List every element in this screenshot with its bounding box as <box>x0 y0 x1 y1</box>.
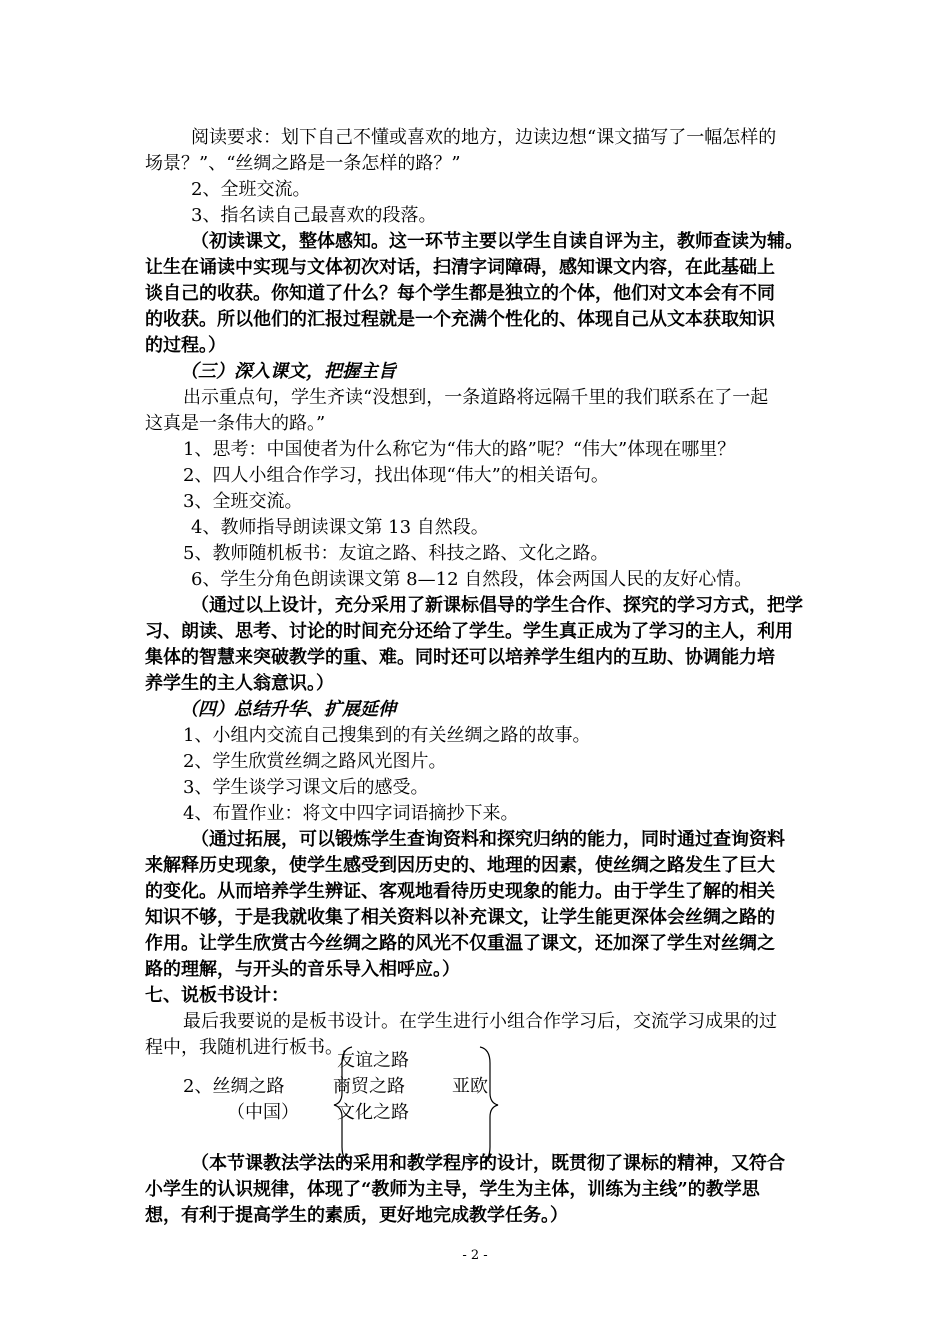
list-item: 6、学生分角色朗读课文第 8—12 自然段，体会两国人民的友好心情。 <box>191 569 753 590</box>
list-item: 5、教师随机板书：友谊之路、科技之路、文化之路。 <box>183 543 609 564</box>
list-item: 2、学生欣赏丝绸之路风光图片。 <box>183 751 447 772</box>
board-item-friendship: 友谊之路 <box>337 1050 409 1071</box>
right-brace-icon <box>474 1045 504 1165</box>
commentary-line: 集体的智慧来突破教学的重、难。同时还可以培养学生组内的互助、协调能力培 <box>145 647 775 668</box>
board-right-label: 亚欧 <box>452 1076 488 1097</box>
paragraph-line: 最后我要说的是板书设计。在学生进行小组合作学习后，交流学习成果的过 <box>183 1011 777 1032</box>
section-heading: 七、说板书设计： <box>145 985 289 1006</box>
commentary-line: 让生在诵读中实现与文体初次对话，扫清字词障碍，感知课文内容，在此基础上 <box>145 257 775 278</box>
closing-line: （本节课教法学法的采用和教学程序的设计，既贯彻了课标的精神，又符合 <box>191 1153 785 1174</box>
board-subtitle: （中国） <box>227 1102 299 1123</box>
list-item: 2、四人小组合作学习，找出体现“伟大”的相关语句。 <box>183 465 609 486</box>
commentary-line: 作用。让学生欣赏古今丝绸之路的风光不仅重温了课文，还加深了学生对丝绸之 <box>145 933 775 954</box>
commentary-line: （通过拓展，可以锻炼学生查询资料和探究归纳的能力，同时通过查询资料 <box>191 829 785 850</box>
list-item: 2、全班交流。 <box>191 179 311 200</box>
board-item-culture: 文化之路 <box>337 1102 409 1123</box>
list-item: 1、思考：中国使者为什么称它为“伟大的路”呢？“伟大”体现在哪里？ <box>183 439 736 460</box>
commentary-line: （通过以上设计，充分采用了新课标倡导的学生合作、探究的学习方式，把学 <box>191 595 803 616</box>
list-item: 1、小组内交流自己搜集到的有关丝绸之路的故事。 <box>183 725 591 746</box>
commentary-line: 来解释历史现象，使学生感受到因历史的、地理的因素，使丝绸之路发生了巨大 <box>145 855 775 876</box>
commentary-line: 的收获。所以他们的汇报过程就是一个充满个性化的、体现自己从文本获取知识 <box>145 309 775 330</box>
paragraph-line: 阅读要求：划下自己不懂或喜欢的地方，边读边想“课文描写了一幅怎样的 <box>191 127 777 148</box>
paragraph-line: 这真是一条伟大的路。” <box>145 413 326 434</box>
commentary-line: 谈自己的收获。你知道了什么？每个学生都是独立的个体，他们对文本会有不同 <box>145 283 775 304</box>
commentary-line: 路的理解，与开头的音乐导入相呼应。） <box>145 959 460 980</box>
board-item-trade: 商贸之路 <box>333 1076 405 1097</box>
commentary-line: 的变化。从而培养学生辨证、客观地看待历史现象的能力。由于学生了解的相关 <box>145 881 775 902</box>
paragraph-line: 出示重点句，学生齐读“没想到，一条道路将远隔千里的我们联系在了一起 <box>183 387 769 408</box>
board-title: 2、丝绸之路 <box>183 1076 285 1097</box>
list-item: 4、布置作业：将文中四字词语摘抄下来。 <box>183 803 519 824</box>
commentary-line: （初读课文，整体感知。这一环节主要以学生自读自评为主，教师查读为辅。 <box>191 231 803 252</box>
commentary-line: 习、朗读、思考、讨论的时间充分还给了学生。学生真正成为了学习的主人，利用 <box>145 621 793 642</box>
list-item: 3、学生谈学习课文后的感受。 <box>183 777 429 798</box>
paragraph-line: 程中，我随机进行板书。 <box>145 1037 343 1058</box>
closing-line: 想，有利于提高学生的素质，更好地完成教学任务。） <box>145 1205 568 1226</box>
page-number: - 2 - <box>462 1248 488 1263</box>
list-item: 4、教师指导朗读课文第 13 自然段。 <box>191 517 489 538</box>
commentary-line: 养学生的主人翁意识。） <box>145 673 334 694</box>
list-item: 3、指名读自己最喜欢的段落。 <box>191 205 437 226</box>
section-heading: （四）总结升华、扩展延伸 <box>180 699 396 720</box>
closing-line: 小学生的认识规律，体现了“教师为主导，学生为主体，训练为主线”的教学思 <box>145 1179 760 1200</box>
list-item: 3、全班交流。 <box>183 491 303 512</box>
commentary-line: 知识不够，于是我就收集了相关资料以补充课文，让学生能更深体会丝绸之路的 <box>145 907 775 928</box>
section-heading: （三）深入课文，把握主旨 <box>180 361 396 382</box>
paragraph-line: 场景？”、“丝绸之路是一条怎样的路？” <box>145 153 461 174</box>
commentary-line: 的过程。） <box>145 335 226 356</box>
